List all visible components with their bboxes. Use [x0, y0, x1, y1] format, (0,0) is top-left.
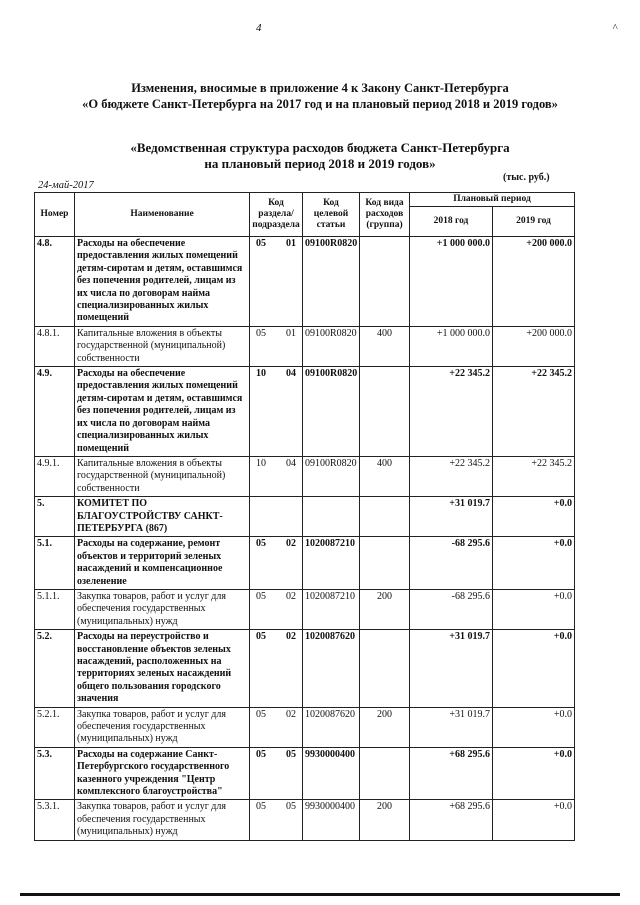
row-target-code: 1020087620: [303, 707, 360, 747]
row-number: 5.3.: [35, 747, 75, 800]
subsection-code: 04: [286, 457, 296, 469]
row-target-code: 09100R0820: [303, 456, 360, 496]
subsection-code: 02: [286, 631, 296, 643]
document-date: 24-май-2017: [38, 180, 94, 191]
row-amount-2019: +0.0: [493, 747, 575, 800]
row-section-code: [250, 367, 303, 457]
row-amount-2018: +1 000 000.0: [410, 326, 493, 366]
row-target-code: 9930000400: [303, 800, 360, 840]
row-name: Расходы на переустройство и восстановление объектов зеленых насаждений, расположенных на территориях зеленых насаждений общего пользования городского значения: [75, 630, 250, 707]
row-expense-type: [360, 237, 410, 327]
row-expense-type: 400: [360, 326, 410, 366]
header-target: Код целевой статьи: [303, 193, 360, 237]
section-code: 10: [256, 457, 266, 469]
row-number: 5.2.: [35, 630, 75, 707]
table-row: [35, 456, 575, 496]
row-expense-type: 400: [360, 456, 410, 496]
subsection-code: 02: [286, 590, 296, 602]
row-section-code: [250, 537, 303, 590]
section-code: 05: [256, 631, 266, 643]
row-number: 5.1.: [35, 537, 75, 590]
row-amount-2019: +200 000.0: [493, 237, 575, 327]
row-target-code: 1020087620: [303, 630, 360, 707]
row-name: Закупка товаров, работ и услуг для обеспечения государственных (муниципальных) нужд: [75, 707, 250, 747]
row-section-code: [250, 326, 303, 366]
row-section-code: [250, 707, 303, 747]
row-number: 4.8.: [35, 237, 75, 327]
row-name: Закупка товаров, работ и услуг для обеспечения государственных (муниципальных) нужд: [75, 589, 250, 629]
row-amount-2018: -68 295.6: [410, 537, 493, 590]
row-section-code: [250, 747, 303, 800]
subsection-code: 01: [286, 327, 296, 339]
row-amount-2019: +0.0: [493, 630, 575, 707]
row-name: Расходы на обеспечение предоставления жилых помещений детям-сиротам и детям, оставшимся без попечения родителей, лицам из их числа по договорам найма специализированных жилых помещений: [75, 237, 250, 327]
row-target-code: 9930000400: [303, 747, 360, 800]
row-name: Капитальные вложения в объекты государственной (муниципальной) собственности: [75, 456, 250, 496]
subsection-code: 02: [286, 538, 296, 550]
row-number: 4.9.1.: [35, 456, 75, 496]
table-row: [35, 589, 575, 629]
table-row: [35, 237, 575, 327]
row-section-code: [250, 497, 303, 537]
section-code: 05: [256, 748, 266, 760]
row-amount-2018: +68 295.6: [410, 800, 493, 840]
row-amount-2018: +22 345.2: [410, 456, 493, 496]
row-amount-2019: +22 345.2: [493, 367, 575, 457]
table-row: [35, 707, 575, 747]
row-target-code: 09100R0820: [303, 326, 360, 366]
row-name: Закупка товаров, работ и услуг для обеспечения государственных (муниципальных) нужд: [75, 800, 250, 840]
row-number: 5.1.1.: [35, 589, 75, 629]
subsection-code: 02: [286, 708, 296, 720]
row-name: Расходы на обеспечение предоставления жилых помещений детям-сиротам и детям, оставшимся без попечения родителей, лицам из их числа по договорам найма специализированных жилых помещений: [75, 367, 250, 457]
row-amount-2018: -68 295.6: [410, 589, 493, 629]
row-name: Расходы на содержание Санкт-Петербургского государственного казенного учреждения "Центр комплексного благоустройства": [75, 747, 250, 800]
subtitle-line-1: «Ведомственная структура расходов бюджета Санкт-Петербурга: [130, 140, 510, 155]
corner-mark: ˄: [612, 22, 618, 33]
row-name: Капитальные вложения в объекты государственной (муниципальной) собственности: [75, 326, 250, 366]
row-target-code: 09100R0820: [303, 367, 360, 457]
row-number: 4.8.1.: [35, 326, 75, 366]
table-body: [35, 237, 575, 841]
document-title: [40, 80, 600, 112]
bottom-border: [20, 893, 620, 896]
subsection-code: 05: [286, 748, 296, 760]
row-expense-type: 200: [360, 800, 410, 840]
header-expense-type: Код вида расходов (группа): [360, 193, 410, 237]
row-number: 5.2.1.: [35, 707, 75, 747]
row-section-code: [250, 237, 303, 327]
header-number: Номер: [35, 193, 75, 237]
header-section: Код раздела/ подраздела: [250, 193, 303, 237]
row-amount-2019: +200 000.0: [493, 326, 575, 366]
row-name: КОМИТЕТ ПО БЛАГОУСТРОЙСТВУ САНКТ-ПЕТЕРБУРГА (867): [75, 497, 250, 537]
row-expense-type: [360, 537, 410, 590]
section-code: 05: [256, 327, 266, 339]
row-section-code: [250, 589, 303, 629]
table-row: [35, 537, 575, 590]
row-amount-2018: +31 019.7: [410, 630, 493, 707]
table-row: [35, 326, 575, 366]
title-line-2: «О бюджете Санкт-Петербурга на 2017 год и на плановый период 2018 и 2019 годов»: [82, 97, 558, 111]
section-code: 10: [256, 368, 266, 380]
header-name: Наименование: [75, 193, 250, 237]
page-number: 4: [256, 22, 262, 34]
table-row: [35, 367, 575, 457]
units-label: (тыс. руб.): [503, 172, 550, 183]
row-section-code: [250, 800, 303, 840]
row-number: 4.9.: [35, 367, 75, 457]
row-amount-2018: +22 345.2: [410, 367, 493, 457]
table-row: [35, 497, 575, 537]
row-expense-type: [360, 630, 410, 707]
row-amount-2019: +22 345.2: [493, 456, 575, 496]
subsection-code: 05: [286, 801, 296, 813]
row-amount-2019: +0.0: [493, 497, 575, 537]
header-year-2019: 2019 год: [493, 207, 575, 237]
table-row: [35, 630, 575, 707]
row-amount-2018: +1 000 000.0: [410, 237, 493, 327]
subsection-code: 04: [286, 368, 296, 380]
row-amount-2019: +0.0: [493, 589, 575, 629]
row-number: 5.: [35, 497, 75, 537]
section-code: 05: [256, 801, 266, 813]
title-line-1: Изменения, вносимые в приложение 4 к Закону Санкт-Петербурга: [131, 81, 509, 95]
table-title: [40, 140, 600, 172]
row-expense-type: 200: [360, 707, 410, 747]
row-expense-type: [360, 367, 410, 457]
header-planned-period: Плановый период: [410, 193, 575, 207]
subsection-code: 01: [286, 238, 296, 249]
budget-table: [34, 192, 575, 841]
table-row: [35, 747, 575, 800]
section-code: 05: [256, 590, 266, 602]
subtitle-line-2: на плановый период 2018 и 2019 годов»: [204, 156, 436, 171]
section-code: 05: [256, 238, 266, 249]
row-amount-2019: +0.0: [493, 800, 575, 840]
row-amount-2019: +0.0: [493, 537, 575, 590]
row-amount-2018: +68 295.6: [410, 747, 493, 800]
row-target-code: [303, 497, 360, 537]
row-name: Расходы на содержание, ремонт объектов и территорий зеленых насаждений и компенсационное озеленение: [75, 537, 250, 590]
row-target-code: 09100R0820: [303, 237, 360, 327]
row-target-code: 1020087210: [303, 537, 360, 590]
row-expense-type: [360, 497, 410, 537]
row-number: 5.3.1.: [35, 800, 75, 840]
row-section-code: [250, 630, 303, 707]
header-row: [35, 193, 575, 207]
row-section-code: [250, 456, 303, 496]
row-amount-2019: +0.0: [493, 707, 575, 747]
section-code: 05: [256, 538, 266, 550]
row-amount-2018: +31 019.7: [410, 707, 493, 747]
row-expense-type: [360, 747, 410, 800]
header-year-2018: 2018 год: [410, 207, 493, 237]
row-expense-type: 200: [360, 589, 410, 629]
row-amount-2018: +31 019.7: [410, 497, 493, 537]
row-target-code: 1020087210: [303, 589, 360, 629]
table-row: [35, 800, 575, 840]
section-code: 05: [256, 708, 266, 720]
